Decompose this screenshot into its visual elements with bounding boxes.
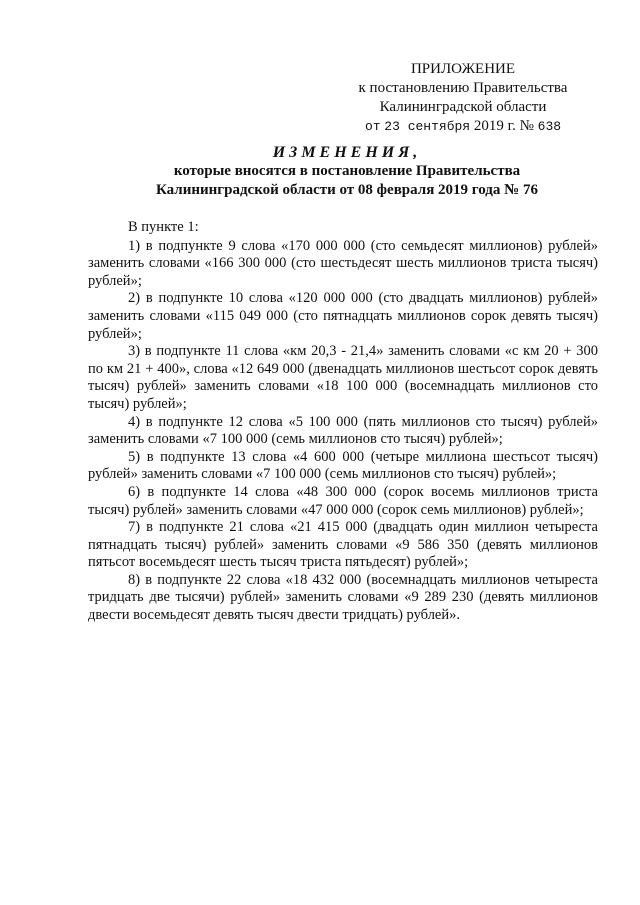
list-item: 7) в подпункте 21 слова «21 415 000 (двадцать один миллион четыреста пятнадцать тысяч) рублей» заменить словами «9 586 350 (девять миллионов пятьсот восемьдесят шесть тысяч триста пятьдесят) рублей»; [88, 519, 598, 571]
appendix-year: 2019 г. № [473, 118, 534, 134]
list-item: 6) в подпункте 14 слова «48 300 000 (сорок восемь миллионов триста тысяч) рублей» заменить словами «47 000 000 (сорок семь миллионов) рублей»; [88, 483, 598, 518]
appendix-title: ПРИЛОЖЕНИЕ [410, 61, 516, 77]
heading-line-2: Калининградской области от 08 февраля 2019 года № 76 [156, 182, 538, 198]
appendix-block [318, 60, 608, 136]
list-item: 5) в подпункте 13 слова «4 600 000 (четыре миллиона шестьсот тысяч) рублей» заменить словами «7 100 000 (семь миллионов сто тысяч) рублей»; [88, 448, 598, 483]
appendix-date-prefix: от [364, 119, 381, 134]
list-item: 2) в подпункте 10 слова «120 000 000 (сто двадцать миллионов) рублей» заменить словами «115 049 000 (сто пятнадцать миллионов сорок девять тысяч) рублей»; [88, 290, 598, 342]
document-body [88, 219, 598, 625]
document-heading [100, 143, 594, 200]
appendix-number: 638 [537, 119, 562, 134]
appendix-line-1: к постановлению Правительства [358, 80, 568, 96]
list-item: 4) в подпункте 12 слова «5 100 000 (пять миллионов сто тысяч) рублей» заменить словами «7 100 000 (семь миллионов сто тысяч) рублей»; [88, 413, 598, 448]
list-item: 3) в подпункте 11 слова «км 20,3 - 21,4» заменить словами «с км 20 + 300 по км 21 + 400», слова «12 649 000 (двенадцать миллионов шестьсот сорок девять тысяч) рублей» заменить словами «18 100 000 (восемнадцать миллионов сто тысяч) рублей»; [88, 343, 598, 412]
body-intro: В пункте 1: [128, 219, 199, 235]
appendix-date-line [318, 117, 608, 136]
list-item: 1) в подпункте 9 слова «170 000 000 (сто семьдесят миллионов) рублей» заменить словами «166 300 000 (сто шестьдесят шесть миллионов триста тысяч) рублей»; [88, 237, 598, 289]
appendix-line-2: Калининградской области [379, 99, 547, 115]
heading-line-1: которые вносятся в постановление Правительства [173, 163, 521, 179]
list-item: 8) в подпункте 22 слова «18 432 000 (восемнадцать миллионов четыреста тридцать две тысячи) рублей» заменить словами «9 289 230 (девять миллионов двести восемьдесят девять тысяч двести тридцать) рублей». [88, 571, 598, 624]
heading-title: ИЗМЕНЕНИЯ, [272, 144, 422, 161]
appendix-date-value: 23 сентября [384, 119, 471, 134]
